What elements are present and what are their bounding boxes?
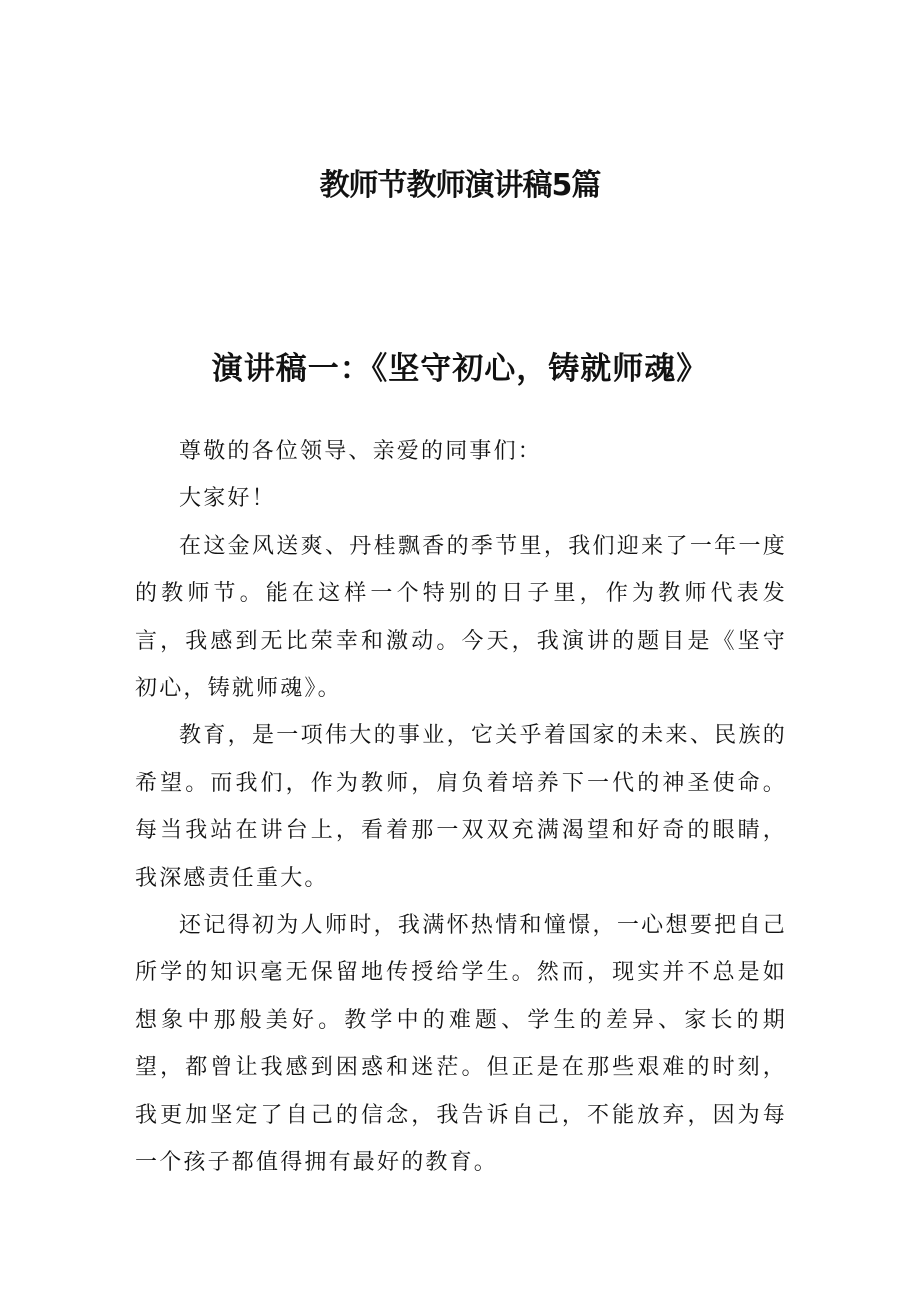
salutation: 尊敬的各位领导、亲爱的同事们： xyxy=(179,439,543,464)
speech-title: 演讲稿一：《坚守初心，铸就师魂》 xyxy=(211,351,709,387)
speech-body xyxy=(135,428,787,1187)
paragraph-memories: 还记得初为人师时，我满怀热情和憧憬，一心想要把自己所学的知识毫无保留地传授给学生。然而，现实并不总是如想象中那般美好。教学中的难题、学生的差异、家长的期望，都曾让我感到困惑和迷茫。但正是在那些艰难的时刻，我更加坚定了自己的信念，我告诉自己，不能放弃，因为每一个孩子都值得拥有最好的教育。 xyxy=(135,913,787,1176)
paragraph-education: 教育，是一项伟大的事业，它关乎着国家的未来、民族的希望。而我们，作为教师，肩负着培养下一代的神圣使命。每当我站在讲台上，看着那一双双充满渴望和好奇的眼睛，我深感责任重大。 xyxy=(135,723,787,891)
paragraph-intro: 在这金风送爽、丹桂飘香的季节里，我们迎来了一年一度的教师节。能在这样一个特别的日子里，作为教师代表发言，我感到无比荣幸和激动。今天，我演讲的题目是《坚守初心，铸就师魂》。 xyxy=(135,533,787,702)
greeting: 大家好！ xyxy=(179,486,276,512)
document-title: 教师节教师演讲稿5篇 xyxy=(319,168,601,203)
